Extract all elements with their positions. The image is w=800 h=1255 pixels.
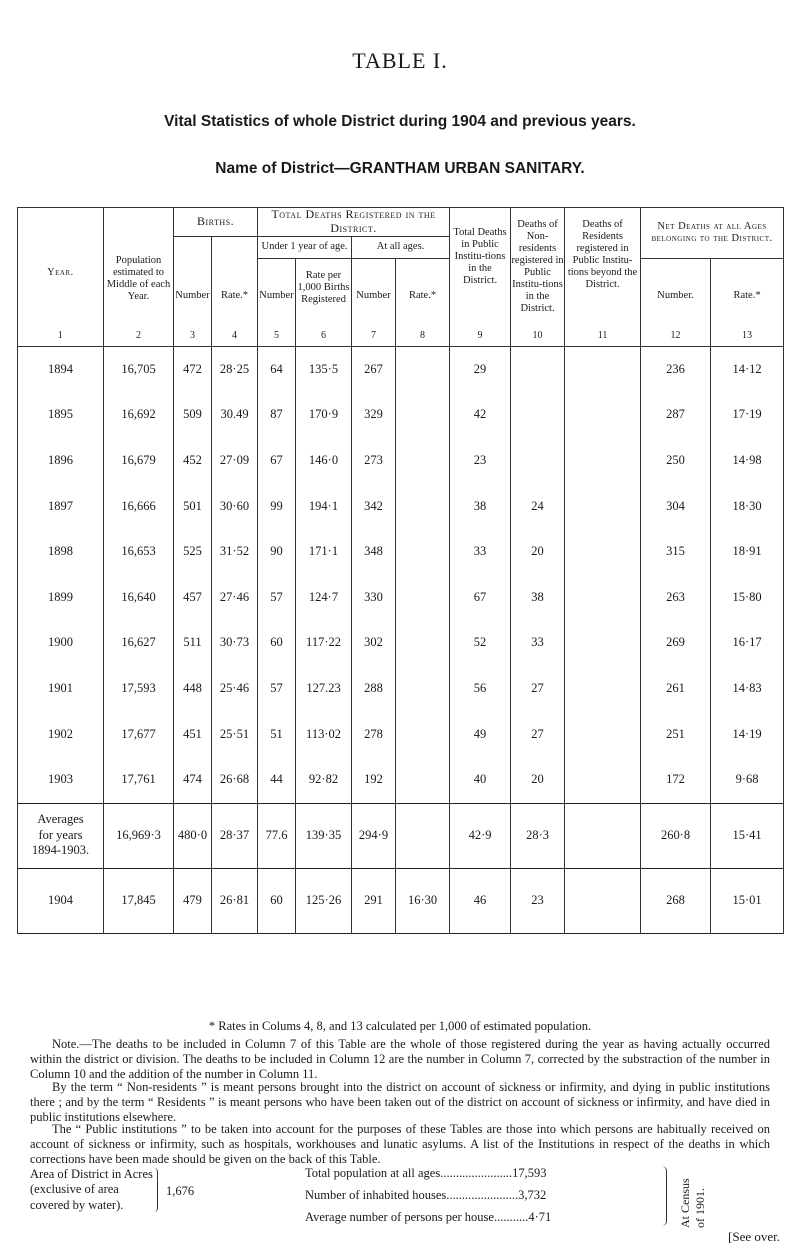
header-net-rate	[711, 258, 784, 346]
header-under-1-number-label: Number	[259, 289, 294, 301]
header-year	[18, 208, 104, 347]
cell-death-rate	[396, 529, 450, 575]
cell-infant-rate: 194·1	[296, 483, 352, 529]
cell-deaths: 278	[352, 711, 396, 757]
census-side-label	[678, 1166, 718, 1228]
header-residents-beyond-label: Deaths of Residents registered in Public Institu-tions beyond the District.	[567, 218, 638, 290]
column-number: 13	[742, 330, 753, 342]
cell-births: 479	[174, 868, 212, 933]
cell-births: 472	[174, 346, 212, 392]
cell-res-beyond	[565, 438, 641, 484]
table-row	[18, 620, 784, 666]
header-births-rate	[212, 236, 258, 346]
header-net-number-label: Number.	[657, 289, 694, 301]
cell-public-inst: 33	[450, 529, 511, 575]
area-value: 1,676	[166, 1184, 195, 1198]
cell-deaths: 288	[352, 666, 396, 712]
cell-net-rate: 15·80	[711, 575, 784, 621]
cell-infant-deaths: 87	[258, 392, 296, 438]
cell-deaths: 329	[352, 392, 396, 438]
cell-death-rate	[396, 346, 450, 392]
averages-label-line: 1894-1903.	[31, 843, 90, 858]
footnote: * Rates in Colums 4, 8, and 13 calculated per 1,000 of estimated population.	[208, 1019, 592, 1033]
cell-birth-rate: 30.49	[212, 392, 258, 438]
cell-infant-rate: 127.23	[296, 666, 352, 712]
column-number: 12	[670, 330, 681, 342]
cell-births: 525	[174, 529, 212, 575]
table-row	[18, 346, 784, 392]
cell-public-inst: 38	[450, 483, 511, 529]
cell-res-beyond	[565, 392, 641, 438]
cell-death-rate	[396, 575, 450, 621]
cell-net-number: 287	[641, 392, 711, 438]
cell-net-rate: 14·83	[711, 666, 784, 712]
header-all-ages-rate-label: Rate.*	[408, 289, 437, 301]
header-population	[104, 208, 174, 347]
cell-population: 17,677	[104, 711, 174, 757]
cell-non-res	[511, 438, 565, 484]
census-total-population: Total population at all ages.......................17,593	[305, 1166, 547, 1180]
cell-non-res: 20	[511, 757, 565, 803]
cell-death-rate: 16·30	[396, 868, 450, 933]
column-number: 5	[274, 330, 280, 342]
cell-population: 16,627	[104, 620, 174, 666]
cell-non-res	[511, 346, 565, 392]
cell-death-rate	[396, 803, 450, 868]
cell-infant-rate: 92·82	[296, 757, 352, 803]
header-net-rate-label: Rate.*	[733, 289, 761, 301]
cell-net-rate: 17·19	[711, 392, 784, 438]
cell-births: 451	[174, 711, 212, 757]
cell-births: 448	[174, 666, 212, 712]
cell-net-rate: 9·68	[711, 757, 784, 803]
averages-row	[18, 803, 784, 868]
cell-infant-rate: 125·26	[296, 868, 352, 933]
cell-non-res: 33	[511, 620, 565, 666]
cell-year: 1904	[18, 868, 104, 933]
header-births-number	[174, 236, 212, 346]
cell-non-res: 20	[511, 529, 565, 575]
cell-deaths: 294·9	[352, 803, 396, 868]
cell-year: 1897	[18, 483, 104, 529]
cell-non-res: 27	[511, 711, 565, 757]
cell-births: 480·0	[174, 803, 212, 868]
cell-net-number: 268	[641, 868, 711, 933]
district-name: Name of District—GRANTHAM URBAN SANITARY.	[215, 160, 585, 177]
cell-birth-rate: 30·60	[212, 483, 258, 529]
header-births: Births.	[174, 208, 258, 237]
cell-infant-deaths: 64	[258, 346, 296, 392]
header-net-number	[641, 258, 711, 346]
column-number: 1	[57, 330, 64, 342]
cell-public-inst: 23	[450, 438, 511, 484]
cell-res-beyond	[565, 529, 641, 575]
cell-population: 17,845	[104, 868, 174, 933]
cell-population: 17,593	[104, 666, 174, 712]
cell-infant-rate: 135·5	[296, 346, 352, 392]
cell-net-number: 260·8	[641, 803, 711, 868]
cell-net-number: 250	[641, 438, 711, 484]
cell-death-rate	[396, 757, 450, 803]
cell-deaths: 273	[352, 438, 396, 484]
cell-public-inst: 52	[450, 620, 511, 666]
cell-deaths: 342	[352, 483, 396, 529]
cell-infant-rate: 113·02	[296, 711, 352, 757]
header-year-label: Year.	[47, 266, 74, 278]
header-population-label: Population estimated to Middle of each Year.	[106, 254, 171, 302]
cell-birth-rate: 30·73	[212, 620, 258, 666]
column-number: 11	[597, 330, 608, 342]
area-label-line: (exclusive of area	[30, 1182, 119, 1197]
header-under-1-number	[258, 258, 296, 346]
header-public-institutions	[450, 208, 511, 347]
table-row	[18, 483, 784, 529]
column-number: 10	[532, 330, 543, 342]
table-row	[18, 575, 784, 621]
cell-public-inst: 42·9	[450, 803, 511, 868]
cell-infant-rate: 124·7	[296, 575, 352, 621]
cell-year: 1898	[18, 529, 104, 575]
cell-net-number: 269	[641, 620, 711, 666]
cell-deaths: 267	[352, 346, 396, 392]
cell-birth-rate: 25·51	[212, 711, 258, 757]
cell-year: 1903	[18, 757, 104, 803]
vital-statistics-table	[17, 207, 784, 934]
cell-infant-deaths: 57	[258, 666, 296, 712]
averages-label-line: Averages	[37, 812, 84, 827]
cell-year: 1896	[18, 438, 104, 484]
cell-public-inst: 42	[450, 392, 511, 438]
note-text: By the term “ Non-residents ” is meant persons brought into the district on account of sickness or infirmity, and dying in public institutions there ; and by the term “ Residents ” is meant persons who have been taken out of the district on account of sickness or infirmity, and have died in public institutions elsewhere.	[30, 1080, 770, 1124]
cell-population: 16,640	[104, 575, 174, 621]
table-row	[18, 757, 784, 803]
cell-res-beyond	[565, 620, 641, 666]
table-row	[18, 711, 784, 757]
averages-label-line: for years	[38, 827, 83, 842]
column-number: 9	[477, 330, 483, 342]
cell-birth-rate: 26·81	[212, 868, 258, 933]
cell-net-rate: 15·01	[711, 868, 784, 933]
header-all-ages: At all ages.	[352, 236, 450, 258]
averages-label	[18, 803, 104, 868]
cell-birth-rate: 25·46	[212, 666, 258, 712]
table-row	[18, 392, 784, 438]
area-label-line: covered by water).	[30, 1197, 124, 1212]
cell-death-rate	[396, 711, 450, 757]
cell-deaths: 291	[352, 868, 396, 933]
header-under-1-rate	[296, 258, 352, 346]
cell-infant-rate: 139·35	[296, 803, 352, 868]
header-net-deaths: Net Deaths at all Ages belonging to the District.	[641, 208, 784, 259]
column-number: 7	[371, 330, 377, 342]
cell-infant-rate: 117·22	[296, 620, 352, 666]
cell-death-rate	[396, 483, 450, 529]
cell-infant-rate: 171·1	[296, 529, 352, 575]
header-residents-beyond	[565, 208, 641, 347]
cell-net-rate: 18·91	[711, 529, 784, 575]
cell-population: 16,969·3	[104, 803, 174, 868]
cell-infant-deaths: 77.6	[258, 803, 296, 868]
cell-infant-deaths: 67	[258, 438, 296, 484]
cell-population: 16,679	[104, 438, 174, 484]
cell-infant-rate: 146·0	[296, 438, 352, 484]
column-number: 8	[420, 330, 426, 342]
cell-year: 1901	[18, 666, 104, 712]
cell-deaths: 302	[352, 620, 396, 666]
brace	[660, 1166, 667, 1226]
cell-year: 1902	[18, 711, 104, 757]
note-paragraph	[30, 1122, 770, 1166]
cell-births: 511	[174, 620, 212, 666]
cell-deaths: 348	[352, 529, 396, 575]
cell-infant-deaths: 57	[258, 575, 296, 621]
header-all-ages-rate	[396, 258, 450, 346]
cell-infant-deaths: 90	[258, 529, 296, 575]
header-all-ages-number	[352, 258, 396, 346]
table-body	[18, 346, 784, 933]
cell-births: 501	[174, 483, 212, 529]
cell-infant-deaths: 60	[258, 868, 296, 933]
census-side-label-line: At Census	[678, 1178, 692, 1228]
row-1904	[18, 868, 784, 933]
note-text: Note.—The deaths to be included in Column 7 of this Table are the whole of those registered during the year as having actually occurred within the district or division. The deaths to be included in Column 12 are the number in Column 7, corrected by the substraction of the number in Column 10 and the addition of the number in Column 11.	[30, 1037, 770, 1081]
cell-birth-rate: 28·37	[212, 803, 258, 868]
cell-net-rate: 14·19	[711, 711, 784, 757]
cell-res-beyond	[565, 666, 641, 712]
cell-public-inst: 67	[450, 575, 511, 621]
header-non-residents-label: Deaths of Non-residents registered in Public Institu-tions in the District.	[511, 218, 564, 315]
cell-res-beyond	[565, 803, 641, 868]
cell-year: 1899	[18, 575, 104, 621]
cell-births: 452	[174, 438, 212, 484]
cell-public-inst: 56	[450, 666, 511, 712]
see-over: [See over.	[728, 1229, 780, 1244]
cell-population: 16,666	[104, 483, 174, 529]
cell-res-beyond	[565, 575, 641, 621]
cell-population: 16,653	[104, 529, 174, 575]
column-number: 2	[136, 330, 141, 342]
cell-infant-rate: 170·9	[296, 392, 352, 438]
cell-death-rate	[396, 666, 450, 712]
cell-non-res: 38	[511, 575, 565, 621]
header-under-1-rate-label: Rate per 1,000 Births Registered	[297, 269, 350, 305]
cell-births: 457	[174, 575, 212, 621]
cell-net-rate: 14·12	[711, 346, 784, 392]
cell-non-res: 27	[511, 666, 565, 712]
cell-deaths: 192	[352, 757, 396, 803]
cell-infant-deaths: 99	[258, 483, 296, 529]
cell-net-rate: 18·30	[711, 483, 784, 529]
header-births-rate-label: Rate.*	[220, 289, 249, 301]
cell-population: 17,761	[104, 757, 174, 803]
cell-res-beyond	[565, 346, 641, 392]
cell-non-res: 28·3	[511, 803, 565, 868]
cell-net-rate: 16·17	[711, 620, 784, 666]
note-paragraph	[30, 1080, 770, 1124]
header-public-institutions-label: Total Deaths in Public Institu-tions in the District.	[453, 226, 507, 286]
cell-infant-deaths: 51	[258, 711, 296, 757]
cell-net-number: 251	[641, 711, 711, 757]
column-number: 6	[321, 330, 327, 342]
page-heading: TABLE I.	[352, 48, 448, 73]
cell-infant-deaths: 44	[258, 757, 296, 803]
table-header	[18, 208, 784, 347]
subtitle: Vital Statistics of whole District during 1904 and previous years.	[164, 113, 636, 130]
census-side-label-line: of 1901.	[693, 1188, 707, 1228]
cell-public-inst: 40	[450, 757, 511, 803]
table-row	[18, 438, 784, 484]
cell-birth-rate: 27·46	[212, 575, 258, 621]
cell-births: 509	[174, 392, 212, 438]
cell-non-res: 24	[511, 483, 565, 529]
cell-public-inst: 49	[450, 711, 511, 757]
cell-year: 1894	[18, 346, 104, 392]
cell-death-rate	[396, 620, 450, 666]
cell-net-number: 304	[641, 483, 711, 529]
census-inhabited-houses: Number of inhabited houses.......................3,732	[305, 1188, 547, 1202]
cell-net-number: 263	[641, 575, 711, 621]
cell-birth-rate: 26·68	[212, 757, 258, 803]
table-row	[18, 529, 784, 575]
cell-non-res	[511, 392, 565, 438]
cell-population: 16,705	[104, 346, 174, 392]
cell-res-beyond	[565, 711, 641, 757]
cell-population: 16,692	[104, 392, 174, 438]
brace	[151, 1168, 158, 1212]
area-label	[30, 1167, 153, 1213]
cell-birth-rate: 31·52	[212, 529, 258, 575]
note-paragraph	[30, 1037, 770, 1081]
cell-res-beyond	[565, 483, 641, 529]
cell-public-inst: 46	[450, 868, 511, 933]
cell-births: 474	[174, 757, 212, 803]
cell-res-beyond	[565, 868, 641, 933]
table-row	[18, 666, 784, 712]
cell-net-rate: 14·98	[711, 438, 784, 484]
column-number: 3	[190, 330, 195, 342]
cell-year: 1900	[18, 620, 104, 666]
cell-net-rate: 15·41	[711, 803, 784, 868]
column-number: 4	[232, 330, 237, 342]
cell-net-number: 236	[641, 346, 711, 392]
census-persons-per-house: Average number of persons per house...........4·71	[305, 1210, 552, 1224]
area-label-line: Area of District in Acres	[30, 1167, 153, 1181]
cell-year: 1895	[18, 392, 104, 438]
header-total-deaths: Total Deaths Registered in the District.	[258, 208, 450, 237]
cell-death-rate	[396, 392, 450, 438]
cell-birth-rate: 28·25	[212, 346, 258, 392]
cell-birth-rate: 27·09	[212, 438, 258, 484]
cell-non-res: 23	[511, 868, 565, 933]
cell-net-number: 261	[641, 666, 711, 712]
header-non-residents	[511, 208, 565, 347]
cell-death-rate	[396, 438, 450, 484]
cell-public-inst: 29	[450, 346, 511, 392]
cell-net-number: 172	[641, 757, 711, 803]
cell-deaths: 330	[352, 575, 396, 621]
header-under-1: Under 1 year of age.	[258, 236, 352, 258]
header-births-number-label: Number	[175, 289, 210, 301]
header-all-ages-number-label: Number	[356, 289, 391, 301]
cell-infant-deaths: 60	[258, 620, 296, 666]
note-text: The “ Public institutions ” to be taken into account for the purposes of these Tables are those into which persons are habitually received on account of sickness or infirmity, such as hospitals, workhouses and lunatic asylums. A list of the Institutions in respect of the deaths in which corrections have been made should be given on the back of this Table.	[30, 1122, 770, 1166]
cell-net-number: 315	[641, 529, 711, 575]
cell-res-beyond	[565, 757, 641, 803]
